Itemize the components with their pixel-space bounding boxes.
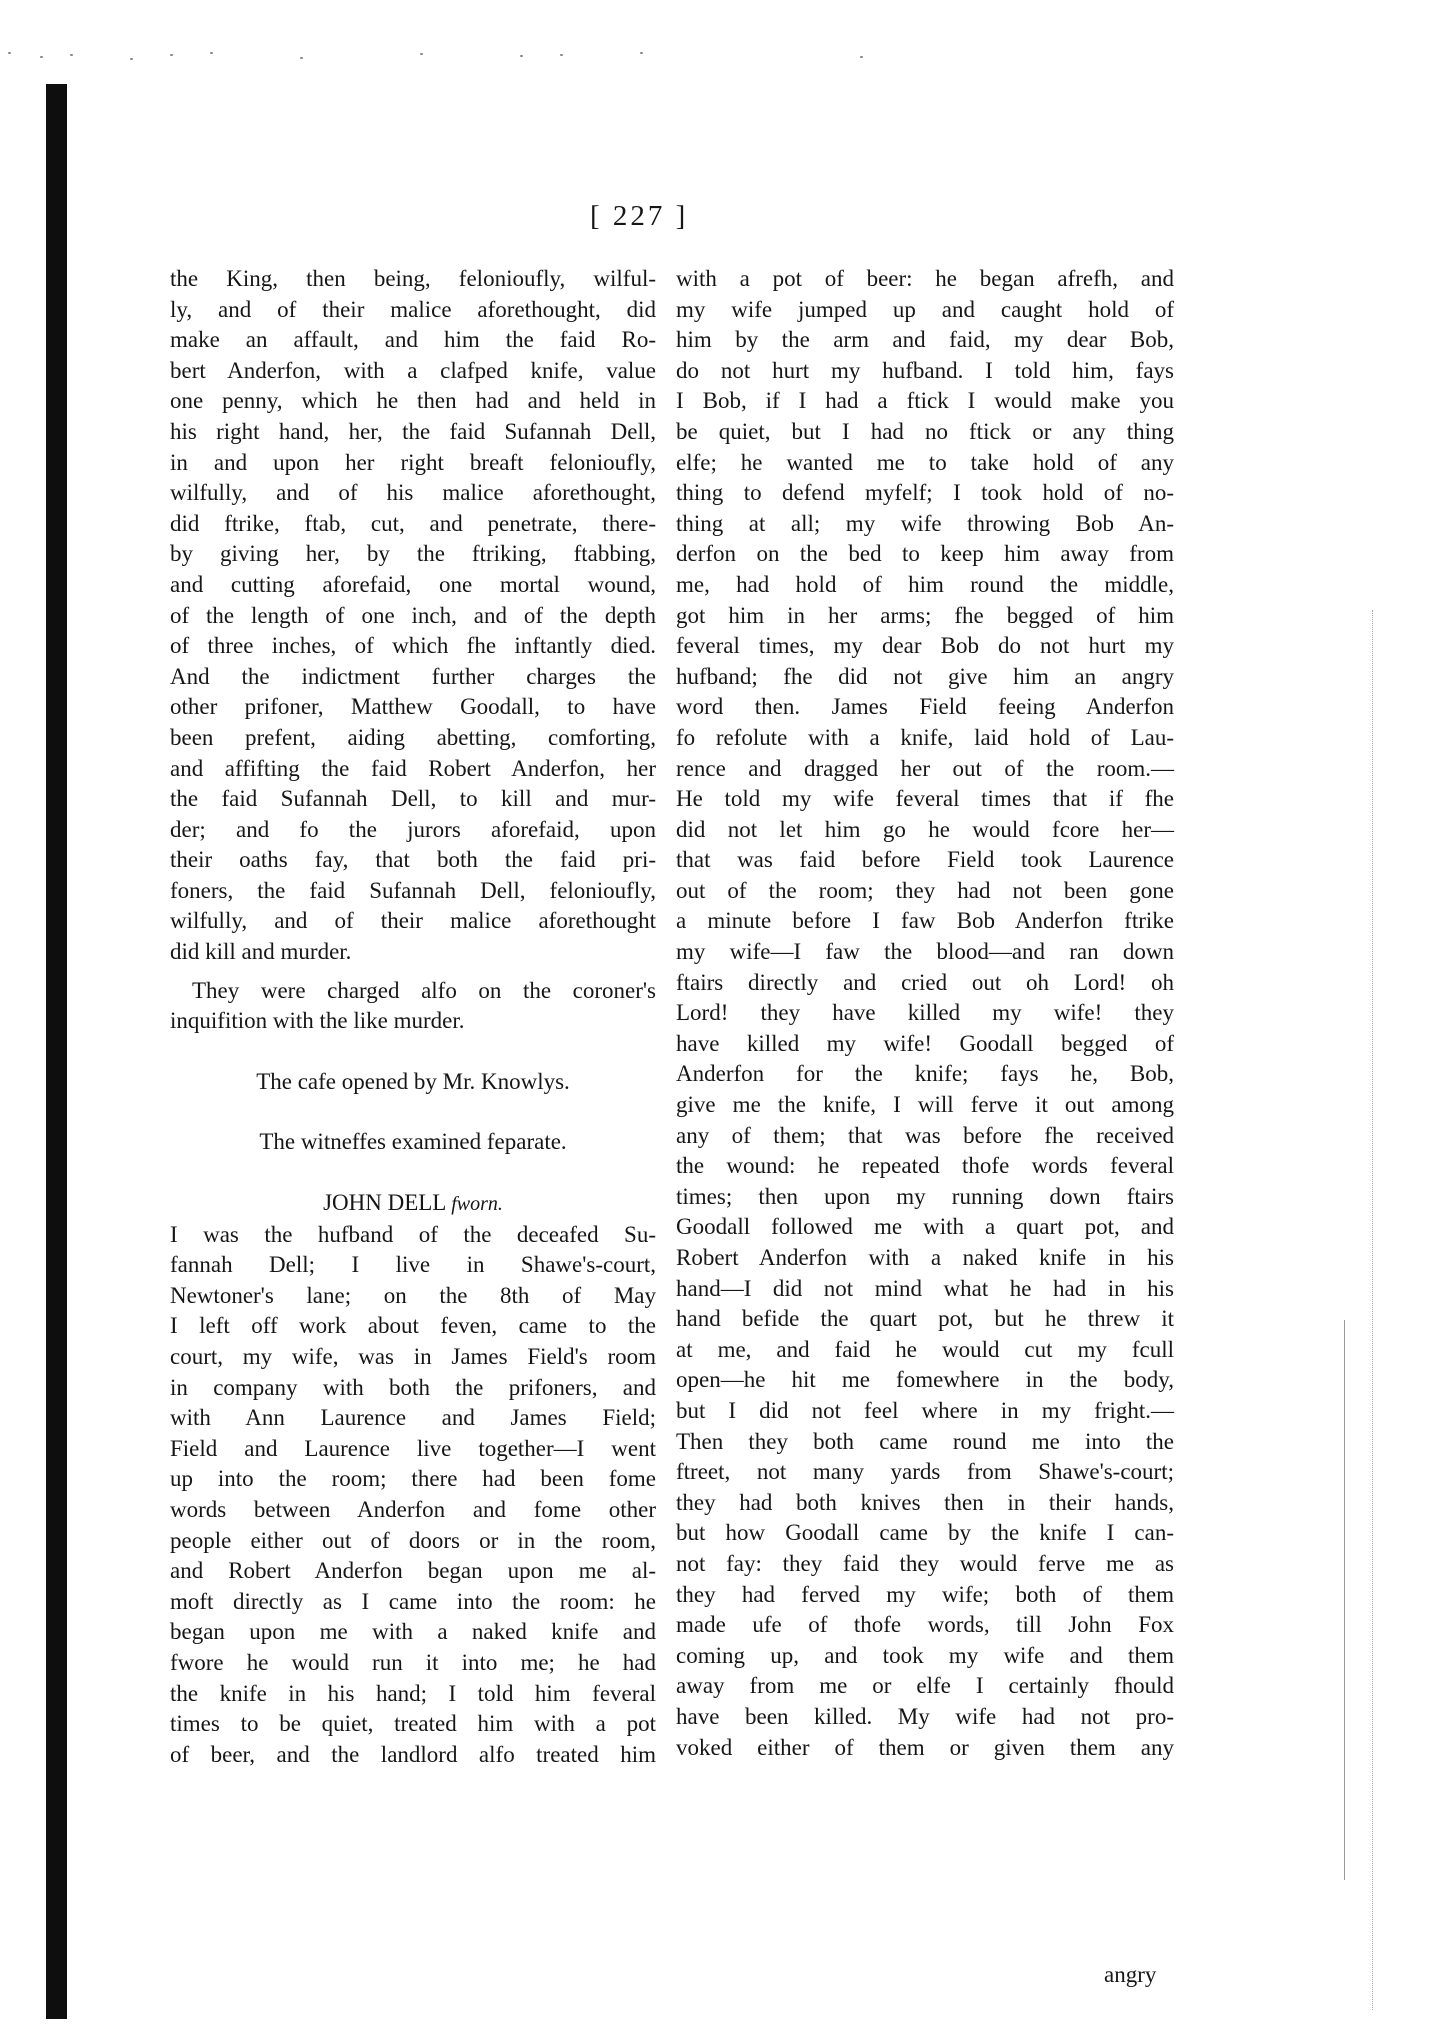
text-line: Robert Anderfon with a naked knife in his <box>676 1245 1174 1270</box>
text-line: people either out of doors or in the room, <box>170 1527 656 1553</box>
indictment-paragraph <box>170 264 656 968</box>
testimony-paragraph <box>170 1220 656 1771</box>
text-line: I was the hufband of the deceafed Su- <box>170 1221 656 1247</box>
text-line: and cutting aforefaid, one mortal wound, <box>170 571 656 597</box>
text-line: of beer, and the landlord alfo treated him <box>170 1741 656 1767</box>
text-line: made ufe of thofe words, till John Fox <box>676 1612 1174 1638</box>
text-line: my wife—I faw the blood—and ran down <box>676 939 1174 965</box>
text-line: did ftrike, ftab, cut, and penetrate, there- <box>170 510 656 536</box>
text-line: Lord! they have killed my wife! they <box>676 1000 1174 1026</box>
text-line: the wound: he repeated thofe words feveral <box>676 1153 1174 1179</box>
text-line: began upon me with a naked knife and <box>170 1619 656 1645</box>
text-line: and affifting the faid Robert Anderfon, her <box>170 755 656 781</box>
text-line: thing to defend myfelf; I took hold of no- <box>676 480 1174 506</box>
text-line: have been killed. My wife had not pro- <box>676 1703 1174 1729</box>
text-line: be quiet, but I had no ftick or any thing <box>676 418 1174 444</box>
text-line: of the length of one inch, and of the depth <box>170 602 656 628</box>
text-line: thing at all; my wife throwing Bob An- <box>676 510 1174 536</box>
text-line: And the indictment further charges the <box>170 663 656 689</box>
catchword: angry <box>1104 1962 1157 1987</box>
text-line: their oaths fay, that both the faid pri- <box>170 847 656 873</box>
text-line: fannah Dell; I live in Shawe's-court, <box>170 1252 656 1278</box>
scan-specks <box>0 52 1442 72</box>
text-line: ly, and of their malice aforethought, did <box>170 296 656 322</box>
text-line: been prefent, aiding abetting, comforting, <box>170 724 656 750</box>
text-line: word then. James Field feeing Anderfon <box>676 694 1174 720</box>
text-line: voked either of them or given them any <box>676 1734 1174 1760</box>
text-line: words between Anderfon and fome other <box>170 1496 656 1522</box>
page-binding-shadow <box>46 84 67 2019</box>
coroner-paragraph <box>170 976 656 1037</box>
text-line: der; and fo the jurors aforefaid, upon <box>170 816 656 842</box>
text-line: I Bob, if I had a ftick I would make you <box>676 388 1174 414</box>
text-line: hand befide the quart pot, but he threw it <box>676 1306 1174 1332</box>
text-line: foners, the faid Sufannah Dell, felonioufly, <box>170 877 656 903</box>
text-line: with a pot of beer: he began afrefh, and <box>676 266 1174 291</box>
text-line: bert Anderfon, with a clafped knife, value <box>170 357 656 383</box>
text-line: his right hand, her, the faid Sufannah Dell, <box>170 418 656 444</box>
text-line: derfon on the bed to keep him away from <box>676 541 1174 567</box>
text-line: got him in her arms; fhe begged of him <box>676 602 1174 628</box>
text-line: court, my wife, was in James Field's room <box>170 1344 656 1369</box>
text-line: have killed my wife! Goodall begged of <box>676 1030 1174 1056</box>
text-line: Then they both came round me into the <box>676 1428 1174 1454</box>
text-line: do not hurt my hufband. I told him, fays <box>676 357 1174 383</box>
text-line: Field and Laurence live together—I went <box>170 1435 656 1461</box>
text-line: did not let him go he would fcore her— <box>676 816 1174 842</box>
left-column <box>170 264 656 1770</box>
text-line: me, had hold of him round the middle, <box>676 571 1174 597</box>
text-line: rence and dragged her out of the room.— <box>676 755 1174 781</box>
text-line: They were charged alfo on the coroner's <box>192 977 656 1003</box>
text-line: of three inches, of which fhe inftantly died. <box>170 633 656 659</box>
text-line: hufband; fhe did not give him an angry <box>676 663 1174 689</box>
witnesses-line: The witneffes examined feparate. <box>259 1129 567 1155</box>
text-line: out of the room; they had not been gone <box>676 877 1174 903</box>
text-line: inquifition with the like murder. <box>170 1008 465 1034</box>
text-line: that was faid before Field took Laurence <box>676 847 1174 873</box>
text-line: moft directly as I came into the room: he <box>170 1588 656 1614</box>
text-line: ftairs directly and cried out oh Lord! oh <box>676 969 1174 995</box>
text-line: my wife jumped up and caught hold of <box>676 296 1174 322</box>
text-line: I left off work about feven, came to the <box>170 1313 656 1339</box>
text-line: at me, and faid he would cut my fcull <box>676 1336 1174 1362</box>
text-line: Anderfon for the knife; fays he, Bob, <box>676 1061 1174 1087</box>
text-line: a minute before I faw Bob Anderfon ftrike <box>676 908 1174 934</box>
text-line: but how Goodall came by the knife I can- <box>676 1520 1174 1546</box>
text-line: by giving her, by the ftriking, ftabbing, <box>170 541 656 567</box>
text-line: hand—I did not mind what he had in his <box>676 1275 1174 1301</box>
witness-sworn: fworn. <box>451 1193 503 1216</box>
page-number: [ 227 ] <box>590 200 689 232</box>
text-line: the knife in his hand; I told him feveral <box>170 1680 656 1706</box>
text-line: times to be quiet, treated him with a pot <box>170 1711 656 1737</box>
text-line: He told my wife feveral times that if fhe <box>676 786 1174 812</box>
text-line: fo refolute with a knife, laid hold of Lau- <box>676 724 1174 750</box>
right-column <box>676 264 1174 1763</box>
page-edge-marks <box>1372 610 1375 2010</box>
text-line: away from me or elfe I certainly fhould <box>676 1673 1174 1699</box>
text-line: wilfully, and of his malice aforethought, <box>170 480 656 506</box>
text-line: give me the knife, I will ferve it out among <box>676 1092 1174 1118</box>
text-line: in and upon her right breaft felonioufly, <box>170 449 656 475</box>
text-line: any of them; that was before fhe received <box>676 1122 1174 1148</box>
text-line: coming up, and took my wife and them <box>676 1642 1174 1668</box>
text-line: other prifoner, Matthew Goodall, to have <box>170 694 656 720</box>
case-opened-line: The cafe opened by Mr. Knowlys. <box>256 1068 570 1094</box>
text-line: the faid Sufannah Dell, to kill and mur- <box>170 786 656 812</box>
text-line: open—he hit me fomewhere in the body, <box>676 1367 1174 1393</box>
text-line: the King, then being, felonioufly, wilful- <box>170 266 656 291</box>
page-edge-line <box>1344 1320 1345 1880</box>
witness-heading <box>170 1188 656 1220</box>
text-line: him by the arm and faid, my dear Bob, <box>676 327 1174 353</box>
text-line: in company with both the prifoners, and <box>170 1374 656 1400</box>
text-line: Goodall followed me with a quart pot, and <box>676 1214 1174 1240</box>
text-line: they had both knives then in their hands, <box>676 1489 1174 1515</box>
text-line: up into the room; there had been fome <box>170 1466 656 1492</box>
text-line: elfe; he wanted me to take hold of any <box>676 449 1174 475</box>
text-line: ftreet, not many yards from Shawe's-court; <box>676 1459 1174 1485</box>
text-line: make an affault, and him the faid Ro- <box>170 327 656 353</box>
text-line: but I did not feel where in my fright.— <box>676 1397 1174 1423</box>
text-line: wilfully, and of their malice aforethought <box>170 908 656 934</box>
text-line: with Ann Laurence and James Field; <box>170 1405 656 1431</box>
text-line: feveral times, my dear Bob do not hurt my <box>676 633 1174 659</box>
text-line: they had ferved my wife; both of them <box>676 1581 1174 1607</box>
text-line: not fay: they faid they would ferve me as <box>676 1550 1174 1576</box>
text-line: Newtoner's lane; on the 8th of May <box>170 1282 656 1308</box>
witness-name: JOHN DELL <box>323 1190 446 1216</box>
text-line: did kill and murder. <box>170 939 352 965</box>
text-line: fwore he would run it into me; he had <box>170 1649 656 1675</box>
text-line: one penny, which he then had and held in <box>170 388 656 414</box>
text-line: times; then upon my running down ftairs <box>676 1183 1174 1209</box>
text-line: and Robert Anderfon began upon me al- <box>170 1558 656 1584</box>
